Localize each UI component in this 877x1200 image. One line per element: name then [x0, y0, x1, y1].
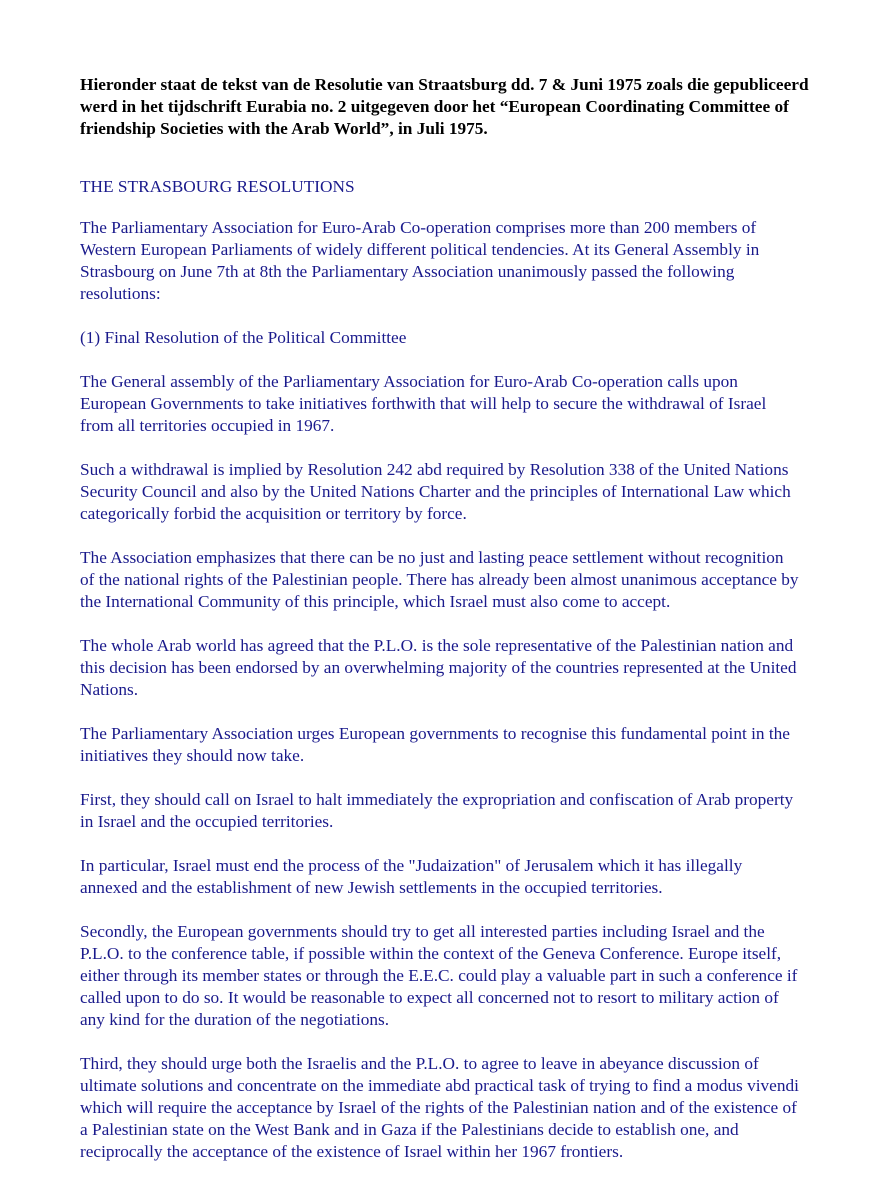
paragraph-third: Third, they should urge both the Israelis and the P.L.O. to agree to leave in abeyance discussion of ultimate solutions and concentrate on the immediate abd practical task of trying to find a modus vivendi which will require the acceptance by Israel of the rights of the Palestinian nation and of the existence of a Palestinian state on the West Bank and in Gaza if the Palestinians decide to establish one, and reciprocally the acceptance of the existence of Israel within her 1967 frontiers. — [80, 1054, 799, 1161]
paragraph-withdrawal-call: The General assembly of the Parliamentary Association for Euro-Arab Co-operation calls upon European Governments to take initiatives forthwith that will help to secure the withdrawal of Israel from all territories occupied in 1967. — [80, 372, 767, 435]
paragraph-association: The Parliamentary Association for Euro-Arab Co-operation comprises more than 200 members of Western European Parliaments of widely different political tendencies. At its General Assembly in Strasbourg on June 7th at 8th the Parliamentary Association unanimously passed the following resolutions: — [80, 218, 760, 303]
paragraph-first: First, they should call on Israel to halt immediately the expropriation and confiscation of Arab property in Israel and the occupied territories. — [80, 790, 794, 831]
paragraph-secondly: Secondly, the European governments should try to get all interested parties including Israel and the P.L.O. to the conference table, if possible within the context of the Geneva Conference. Europe itself, either through its member states or through the E.E.C. could play a valuable part in such a conference if called upon to do so. It would be reasonable to expect all concerned not to resort to military action of any kind for the duration of the negotiations. — [80, 922, 798, 1029]
paragraph-jerusalem: In particular, Israel must end the process of the "Judaization" of Jerusalem which it has illegally annexed and the establishment of new Jewish settlements in the occupied territories. — [80, 856, 743, 897]
paragraph-resolution-242: Such a withdrawal is implied by Resolution 242 abd required by Resolution 338 of the United Nations Security Council and also by the United Nations Charter and the principles of International Law which categorically forbid the acquisition or territory by force. — [80, 460, 791, 523]
document-body — [80, 176, 800, 1185]
paragraph-palestinian-rights: The Association emphasizes that there can be no just and lasting peace settlement without recognition of the national rights of the Palestinian people. There has already been almost unanimous acceptance by the International Community of this principle, which Israel must also come to accept. — [80, 548, 799, 611]
section-heading-political-committee: (1) Final Resolution of the Political Committee — [80, 328, 407, 347]
intro-paragraph: Hieronder staat de tekst van de Resolutie van Straatsburg dd. 7 & Juni 1975 zoals die gepubliceerd werd in het tijdschrift Eurabia no. 2 uitgegeven door het “European Coordinating Committee of friendship Societies with the Arab World”, in Juli 1975. — [80, 75, 809, 138]
document-heading: THE STRASBOURG RESOLUTIONS — [80, 177, 355, 196]
paragraph-plo-representative: The whole Arab world has agreed that the P.L.O. is the sole representative of the Palestinian nation and this decision has been endorsed by an overwhelming majority of the countries represented at the United Nations. — [80, 636, 797, 699]
paragraph-recognise: The Parliamentary Association urges European governments to recognise this fundamental point in the initiatives they should now take. — [80, 724, 790, 765]
